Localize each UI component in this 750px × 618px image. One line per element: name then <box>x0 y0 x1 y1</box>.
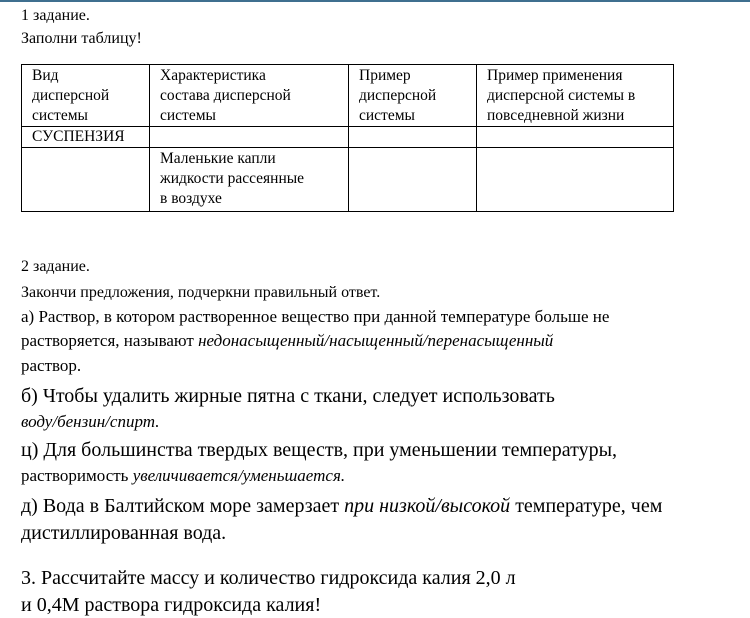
table-row <box>22 127 674 148</box>
sentence-c-text: растворимость <box>21 466 133 485</box>
header-cell-type: Вид дисперсной системы <box>22 65 150 127</box>
table-row <box>22 148 674 212</box>
sentence-c-line1: ц) Для большинства твердых веществ, при уменьшении температуры, <box>21 439 618 461</box>
task3-line1: 3. Рассчитайте массу и количество гидроксида калия 2,0 л <box>21 567 516 589</box>
sentence-a-text: растворяется, называют <box>21 331 199 350</box>
table-cell[interactable] <box>477 148 674 212</box>
task2-heading: 2 задание. <box>21 258 90 275</box>
sentence-d-line2: дистиллированная вода. <box>21 522 227 544</box>
sentence-a-line1: а) Раствор, в котором растворенное вещество при данной температуре больше не <box>21 307 610 326</box>
sentence-b-options[interactable]: воду/бензин/спирт. <box>21 412 160 431</box>
sentence-a-line2 <box>21 331 553 351</box>
task3-line2: и 0,4М раствора гидроксида калия! <box>21 594 322 616</box>
table-cell[interactable] <box>150 127 349 148</box>
table-cell[interactable]: Маленькие капли жидкости рассеянные в воздухе <box>150 148 349 212</box>
sentence-a-line3: раствор. <box>21 356 82 375</box>
sentence-b-line2 <box>21 412 159 432</box>
window-top-border <box>0 0 750 2</box>
header-cell-application: Пример применения дисперсной системы в повседневной жизни <box>477 65 674 127</box>
task1-instruction: Заполни таблицу! <box>21 30 142 47</box>
sentence-a-options[interactable]: недонасыщенный/насыщенный/перенасыщенный <box>198 331 554 350</box>
sentence-d-line1 <box>21 494 662 518</box>
header-cell-composition: Характеристика состава дисперсной системы <box>150 65 349 127</box>
task1-heading: 1 задание. <box>21 7 90 24</box>
table-cell[interactable] <box>349 127 477 148</box>
table-cell[interactable] <box>477 127 674 148</box>
sentence-d-tail: температуре, чем <box>510 495 663 517</box>
table-cell[interactable]: СУСПЕНЗИЯ <box>22 127 150 148</box>
table-cell[interactable] <box>349 148 477 212</box>
table-cell[interactable] <box>22 148 150 212</box>
sentence-d-text: д) Вода в Балтийском море замерзает <box>21 495 345 517</box>
table-header-row <box>22 65 674 127</box>
sentence-d-options[interactable]: при низкой/высокой <box>344 495 511 517</box>
sentence-b-line1: б) Чтобы удалить жирные пятна с ткани, следует использовать <box>21 385 555 407</box>
sentence-c-line2 <box>21 466 345 486</box>
header-cell-example: Пример дисперсной системы <box>349 65 477 127</box>
dispersion-table <box>21 64 674 212</box>
sentence-c-options[interactable]: увеличивается/уменьшается. <box>132 466 346 485</box>
task2-instruction: Закончи предложения, подчеркни правильный ответ. <box>21 284 381 301</box>
